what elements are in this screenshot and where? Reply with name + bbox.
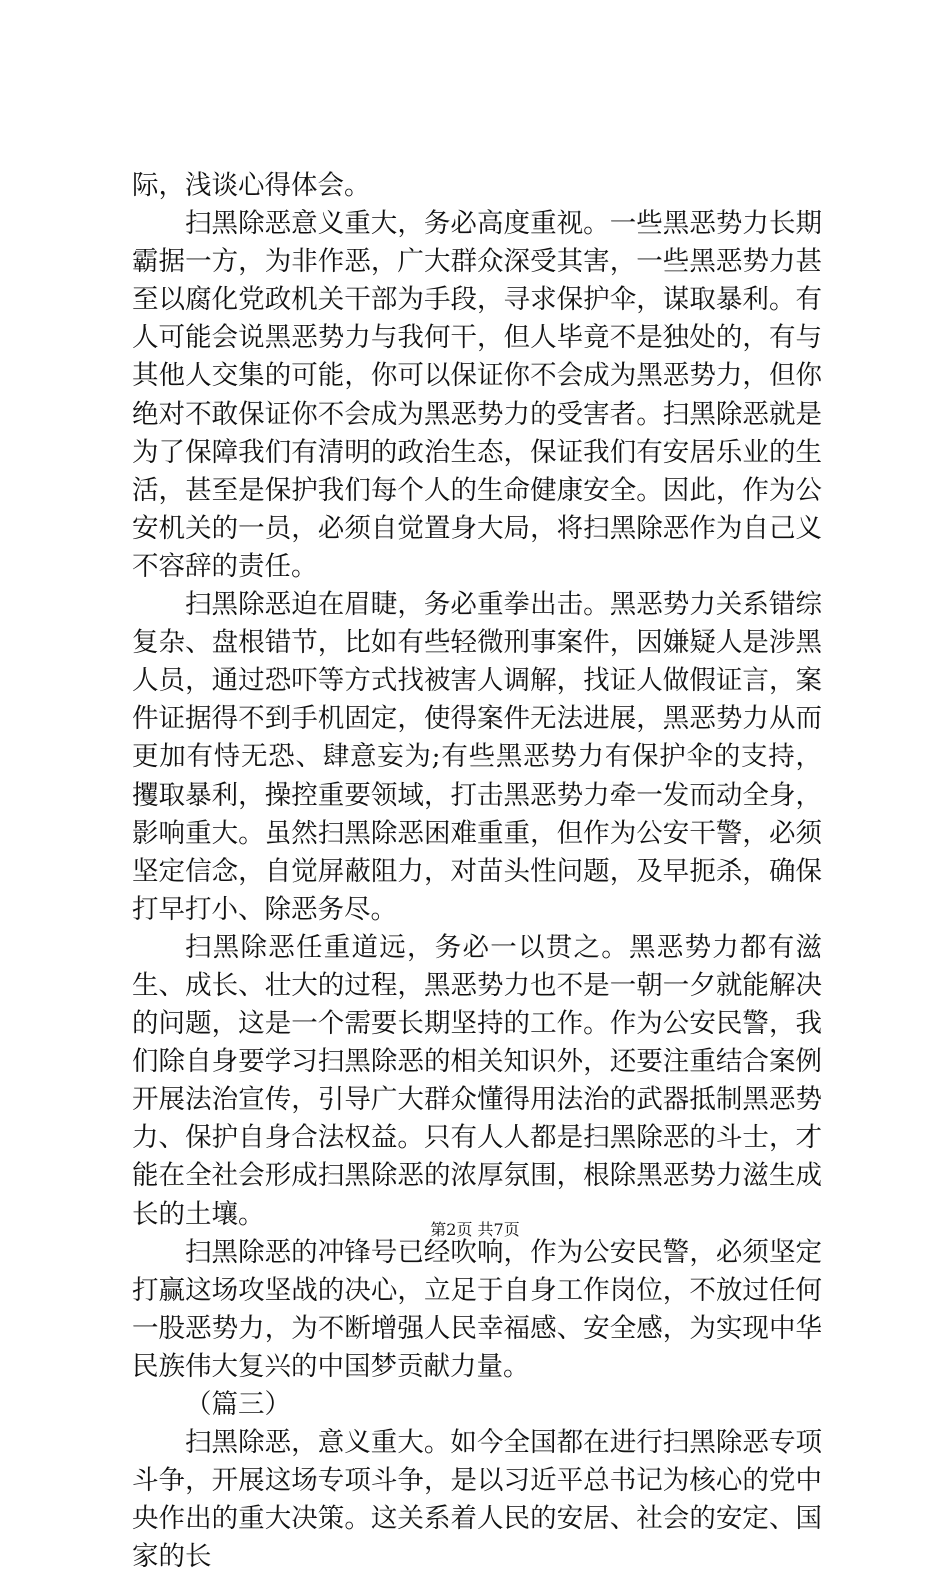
document-body bbox=[132, 167, 822, 1576]
paragraph-urgency: 扫黑除恶迫在眉睫，务必重拳出击。黑恶势力关系错综复杂、盘根错节，比如有些轻微刑事案件，因嫌疑人是涉黑人员，通过恐吓等方式找被害人调解，找证人做假证言，案件证据得不到手机固定，使得案件无法进展，黑恶势力从而更加有恃无恐、肆意妄为;有些黑恶势力有保护伞的支持，攫取暴利，操控重要领域，打击黑恶势力牵一发而动全身，影响重大。虽然扫黑除恶困难重重，但作为公安干警，必须坚定信念，自觉屏蔽阻力，对苗头性问题，及早扼杀，确保打早打小、除恶务尽。 bbox=[132, 589, 822, 925]
paragraph-significance: 扫黑除恶意义重大，务必高度重视。一些黑恶势力长期霸据一方，为非作恶，广大群众深受其害，一些黑恶势力甚至以腐化党政机关干部为手段，寻求保护伞，谋取暴利。有人可能会说黑恶势力与我何干，但人毕竟不是独处的，有与其他人交集的可能，你可以保证你不会成为黑恶势力，但你绝对不敢保证你不会成为黑恶势力的受害者。扫黑除恶就是为了保障我们有清明的政治生态，保证我们有安居乐业的生活，甚至是保护我们每个人的生命健康安全。因此，作为公安机关的一员，必须自觉置身大局，将扫黑除恶作为自己义不容辞的责任。 bbox=[132, 208, 822, 582]
section-heading-part-three: （篇三） bbox=[185, 1389, 291, 1420]
paragraph-conclusion: 扫黑除恶的冲锋号已经吹响，作为公安民警，必须坚定打赢这场攻坚战的决心，立足于自身工作岗位，不放过任何一股恶势力，为不断增强人民幸福感、安全感，为实现中华民族伟大复兴的中国梦贡献力量。 bbox=[132, 1236, 822, 1382]
page-number-footer: 第2页 共7页 bbox=[430, 1220, 520, 1239]
paragraph-long-term: 扫黑除恶任重道远，务必一以贯之。黑恶势力都有滋生、成长、壮大的过程，黑恶势力也不是一朝一夕就能解决的问题，这是一个需要长期坚持的工作。作为公安民警，我们除自身要学习扫黑除恶的相关知识外，还要注重结合案例开展法治宣传，引导广大群众懂得用法治的武器抵制黑恶势力、保护自身合法权益。只有人人都是扫黑除恶的斗士，才能在全社会形成扫黑除恶的浓厚氛围，根除黑恶势力滋生成长的土壤。 bbox=[132, 931, 822, 1230]
paragraph-continuation: 际，浅谈心得体会。 bbox=[132, 170, 371, 201]
paragraph-part-three-intro: 扫黑除恶，意义重大。如今全国都在进行扫黑除恶专项斗争，开展这场专项斗争，是以习近平总书记为核心的党中央作出的重大决策。这关系着人民的安居、社会的安定、国家的长 bbox=[132, 1427, 822, 1573]
